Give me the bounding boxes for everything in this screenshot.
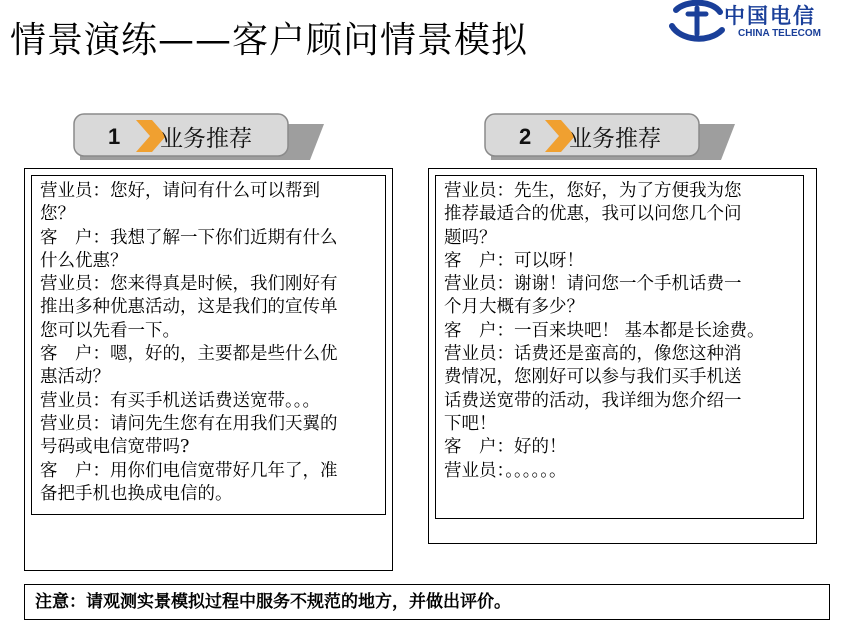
dialog-line: 营业员：谢谢！请问您一个手机话费一: [444, 274, 742, 295]
dialog-line: 客 户：好的！: [444, 437, 567, 458]
left-dialog-list: [32, 176, 385, 506]
dialog-line: 号码或电信宽带吗?: [40, 437, 190, 458]
dialog-line: 您可以先看一下。: [40, 320, 180, 341]
dialog-line: 话费送宽带的活动，我详细为您介绍一: [444, 390, 742, 411]
china-telecom-logo: [668, 0, 851, 46]
tab-business-recommend-2: [483, 112, 743, 162]
right-dialog-list: [436, 176, 803, 483]
dialog-line: 备把手机也换成电信的。: [40, 483, 233, 504]
tab-number: 1: [108, 124, 121, 149]
page-title: 情景演练——客户顾问情景模拟: [10, 20, 529, 61]
dialog-line: 营业员：请问先生您有在用我们天翼的: [40, 413, 338, 434]
dialog-line: 营业员：您来得真是时候，我们刚好有: [40, 274, 338, 295]
dialog-line: 个月大概有多少？: [444, 297, 584, 318]
dialog-line: 惠活动？: [40, 367, 110, 388]
dialog-line: 客 户：我想了解一下你们近期有什么: [40, 227, 338, 248]
dialog-line: 下吧！: [444, 413, 497, 434]
logo-subtitle: CHINA TELECOM: [738, 28, 821, 39]
dialog-line: 营业员：先生，您好，为了方便我为您: [444, 181, 742, 201]
tab-number: 2: [519, 124, 532, 149]
dialog-line: 营业员：话费还是蛮高的，像您这种消: [444, 344, 742, 365]
dialog-line: 客 户：用你们电信宽带好几年了，准: [40, 460, 338, 481]
dialog-line: 客 户：一百来块吧！ 基本都是长途费。: [444, 320, 765, 341]
dialog-line: 题吗？: [444, 227, 497, 248]
dialog-line: 费情况，您刚好可以参与我们买手机送: [444, 367, 742, 388]
dialog-line: 推荐最适合的优惠，我可以问您几个问: [444, 204, 742, 225]
left-scenario-panel: [24, 168, 393, 571]
dialog-line: 客 户：嗯，好的，主要都是些什么优: [40, 344, 338, 365]
dialog-line: 推出多种优惠活动，这是我们的宣传单: [40, 297, 338, 318]
dialog-line: 客 户：可以呀！: [444, 250, 584, 271]
tab-business-recommend-1: [72, 112, 332, 162]
tab-label: 业务推荐: [160, 126, 252, 152]
left-dialog-box: [31, 175, 386, 515]
dialog-line: 营业员：。。。。。。: [444, 460, 567, 481]
tab-label: 业务推荐: [569, 126, 661, 152]
dialog-line: 营业员：有买手机送话费送宽带。。。: [40, 390, 320, 411]
logo-name: 中国电信: [724, 3, 816, 28]
right-scenario-panel: [428, 168, 817, 544]
dialog-line: 营业员：您好，请问有什么可以帮到: [40, 181, 320, 201]
telecom-emblem-icon: [668, 0, 726, 46]
dialog-line: 什么优惠？: [40, 250, 128, 271]
dialog-line: 您？: [40, 204, 75, 225]
right-dialog-box: [435, 175, 804, 519]
note-box: 注意：请观测实景模拟过程中服务不规范的地方，并做出评价。: [24, 584, 830, 620]
